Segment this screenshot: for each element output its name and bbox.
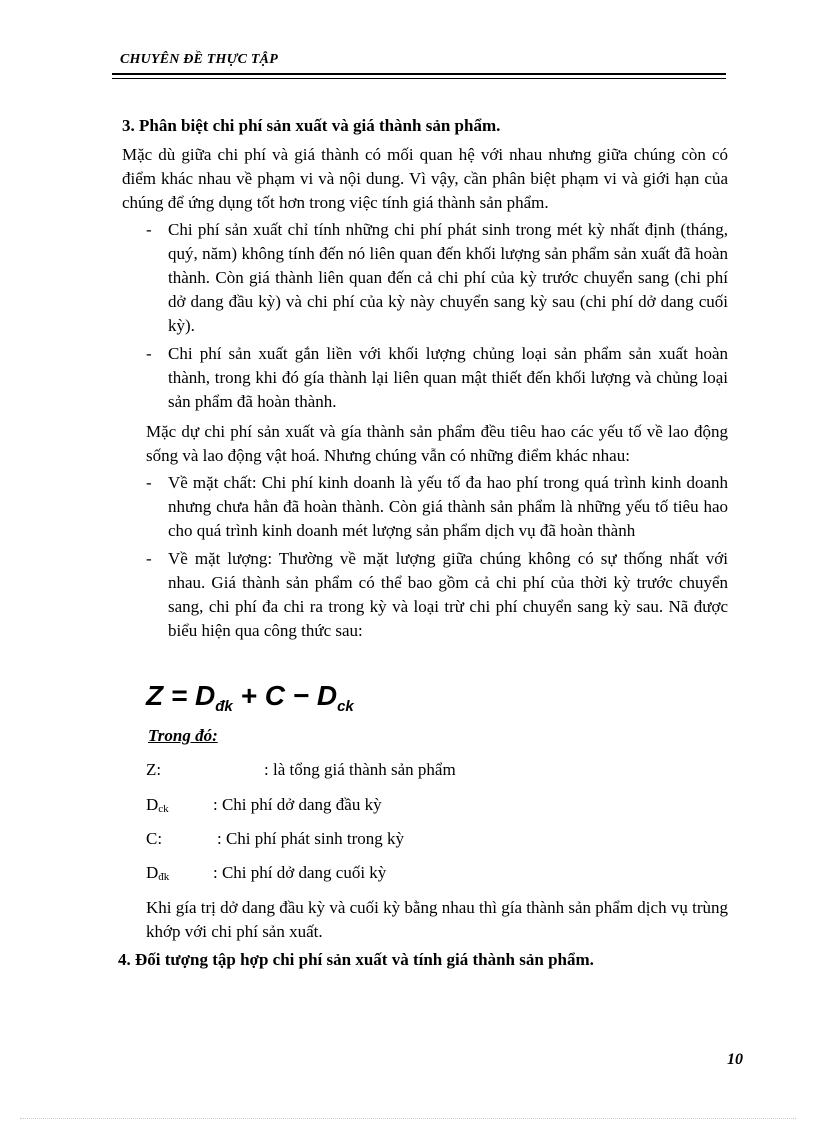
dash-bullet: - <box>146 344 152 363</box>
definition-symbol: $D_{đk}$ <box>146 863 170 883</box>
page-number: 10 <box>727 1051 743 1068</box>
definition-symbol: C: <box>146 829 163 848</box>
header-rule-thin <box>112 78 726 79</box>
page-edge-divider <box>20 1118 796 1119</box>
dash-bullet: - <box>146 473 152 492</box>
dash-bullet: - <box>146 549 152 568</box>
list-item-text: Về mặt lượng: Thường về mặt lượng giữa chúng không có sự thống nhất với nhau. Giá thành sản phẩm có thể bao gồm cả chi phí của thời kỳ trước chuyển sang, chi phí đa chi ra trong kỳ và loại trừ chi phí chuyển sang kỳ sau. Nã được biểu hiện qua công thức sau: <box>168 549 728 640</box>
definition-symbol: Z: <box>146 760 162 779</box>
formula-d-start: D <box>195 680 216 711</box>
formula-z: Z <box>146 680 164 711</box>
list-item-text: Chi phí sản xuất chỉ tính những chi phí phát sinh trong mét kỳ nhất định (tháng, quý, năm) không tính đến nó liên quan đến khối lượng sản phẩm sản xuất đã hoàn thành. Còn giá thành liên quan đến cả chi phí của kỳ trước chuyển sang (chi phí dở dang đầu kỳ) và chi phí của kỳ này chuyển sang kỳ sau (chi phí dở dang cuối kỳ). <box>168 220 728 335</box>
formula-d-end: D <box>316 680 338 711</box>
list-item-text: Về mặt chất: Chi phí kinh doanh là yếu tố đa hao phí trong quá trình kinh doanh nhưng chưa hẳn đã hoàn thành. Còn giá thành sản phẩm là những yếu tố tiêu hao cho quá trình kinh doanh mét lượng sản phẩm dịch vụ đã hoàn thành <box>168 473 728 540</box>
formula-d-start-sub: đk <box>215 698 233 715</box>
formula-minus: − <box>284 680 317 711</box>
formula-c: C <box>264 680 285 711</box>
section-4-heading: 4. Đối tượng tập hợp chi phí sản xuất và tính giá thành sản phẩm. <box>118 950 594 969</box>
list-item-text: Chi phí sản xuất gắn liền với khối lượng chủng loại sản phẩm sản xuất hoàn thành, trong khi đó gía thành lại liên quan mật thiết đến khối lượng và chủng loại sản phẩm đã hoàn thành. <box>168 344 728 411</box>
formula-eq: = <box>163 680 196 711</box>
definition-text: : Chi phí dở dang cuối kỳ <box>213 863 387 882</box>
definition-symbol: $D_{ck}$ <box>146 795 169 815</box>
running-header: CHUYÊN ĐỀ THỰC TẬP <box>120 52 278 67</box>
cost-formula <box>146 680 354 715</box>
intro-paragraph: Mặc dù giữa chi phí và giá thành có mối quan hệ với nhau nhưng giữa chúng còn có điểm khác nhau về phạm vi và nội dung. Vì vậy, cần phân biệt phạm vi và giới hạn của chúng để ứng dụng tốt hơn trong việc tính giá thành sản phẩm. <box>122 145 728 212</box>
header-rule-thick <box>112 73 726 75</box>
difference-list-1 <box>146 218 728 418</box>
conclusion-paragraph: Khi gía trị dở dang đầu kỳ và cuối kỳ bằng nhau thì gía thành sản phẩm dịch vụ trùng khớp với chi phí sản xuất. <box>146 898 728 941</box>
list-item <box>146 218 728 338</box>
list-item <box>146 471 728 543</box>
where-label: Trong đó: <box>148 726 218 745</box>
definition-text: : là tổng giá thành sản phẩm <box>264 760 456 779</box>
formula-d-end-sub: ck <box>337 698 354 715</box>
definition-text: : Chi phí phát sinh trong kỳ <box>217 829 404 848</box>
difference-list-2 <box>146 471 728 647</box>
comparison-paragraph: Mặc dự chi phí sản xuất và gía thành sản phẩm đều tiêu hao các yếu tố về lao động sống và lao động vật hoá. Nhưng chúng vẫn có những điểm khác nhau: <box>146 422 728 465</box>
list-item <box>146 547 728 643</box>
dash-bullet: - <box>146 220 152 239</box>
list-item <box>146 342 728 414</box>
section-3-heading: 3. Phân biệt chi phí sản xuất và giá thành sản phẩm. <box>122 116 501 135</box>
formula-plus: + <box>232 680 265 711</box>
definition-text: : Chi phí dở dang đầu kỳ <box>213 795 382 814</box>
